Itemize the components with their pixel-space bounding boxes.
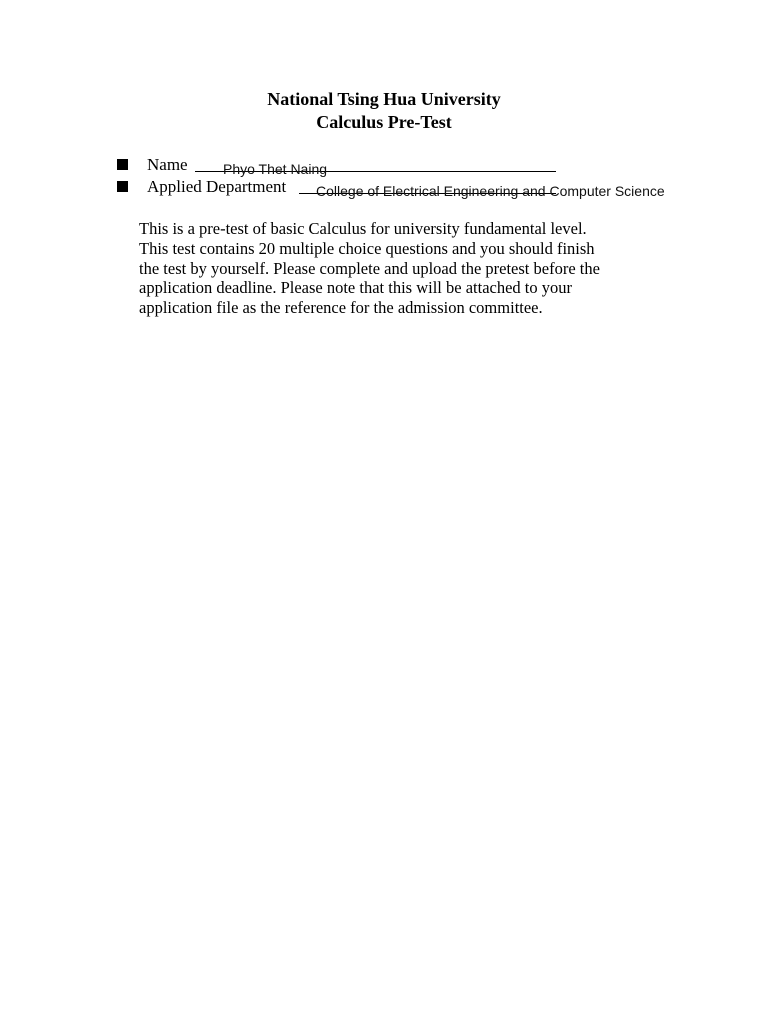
department-value[interactable]: College of Electrical Engineering and Computer Science [316,183,665,199]
square-bullet-icon [117,159,128,170]
intro-line: This is a pre-test of basic Calculus for university fundamental level. [139,219,587,238]
intro-paragraph [139,219,659,318]
intro-line: application deadline. Please note that this will be attached to your [139,278,572,298]
name-field-row [117,154,757,176]
test-title: Calculus Pre-Test [316,112,452,132]
intro-line: This test contains 20 multiple choice questions and you should finish [139,238,595,258]
square-bullet-icon [117,181,128,192]
name-label: Name [147,155,188,174]
university-title: National Tsing Hua University [267,89,501,109]
department-field-row [117,176,757,198]
name-value[interactable]: Phyo Thet Naing [223,161,328,177]
department-label: Applied Department [147,177,287,196]
intro-line: application file as the reference for the admission committee. [139,298,543,318]
intro-line: the test by yourself. Please complete and upload the pretest before the [139,258,600,278]
